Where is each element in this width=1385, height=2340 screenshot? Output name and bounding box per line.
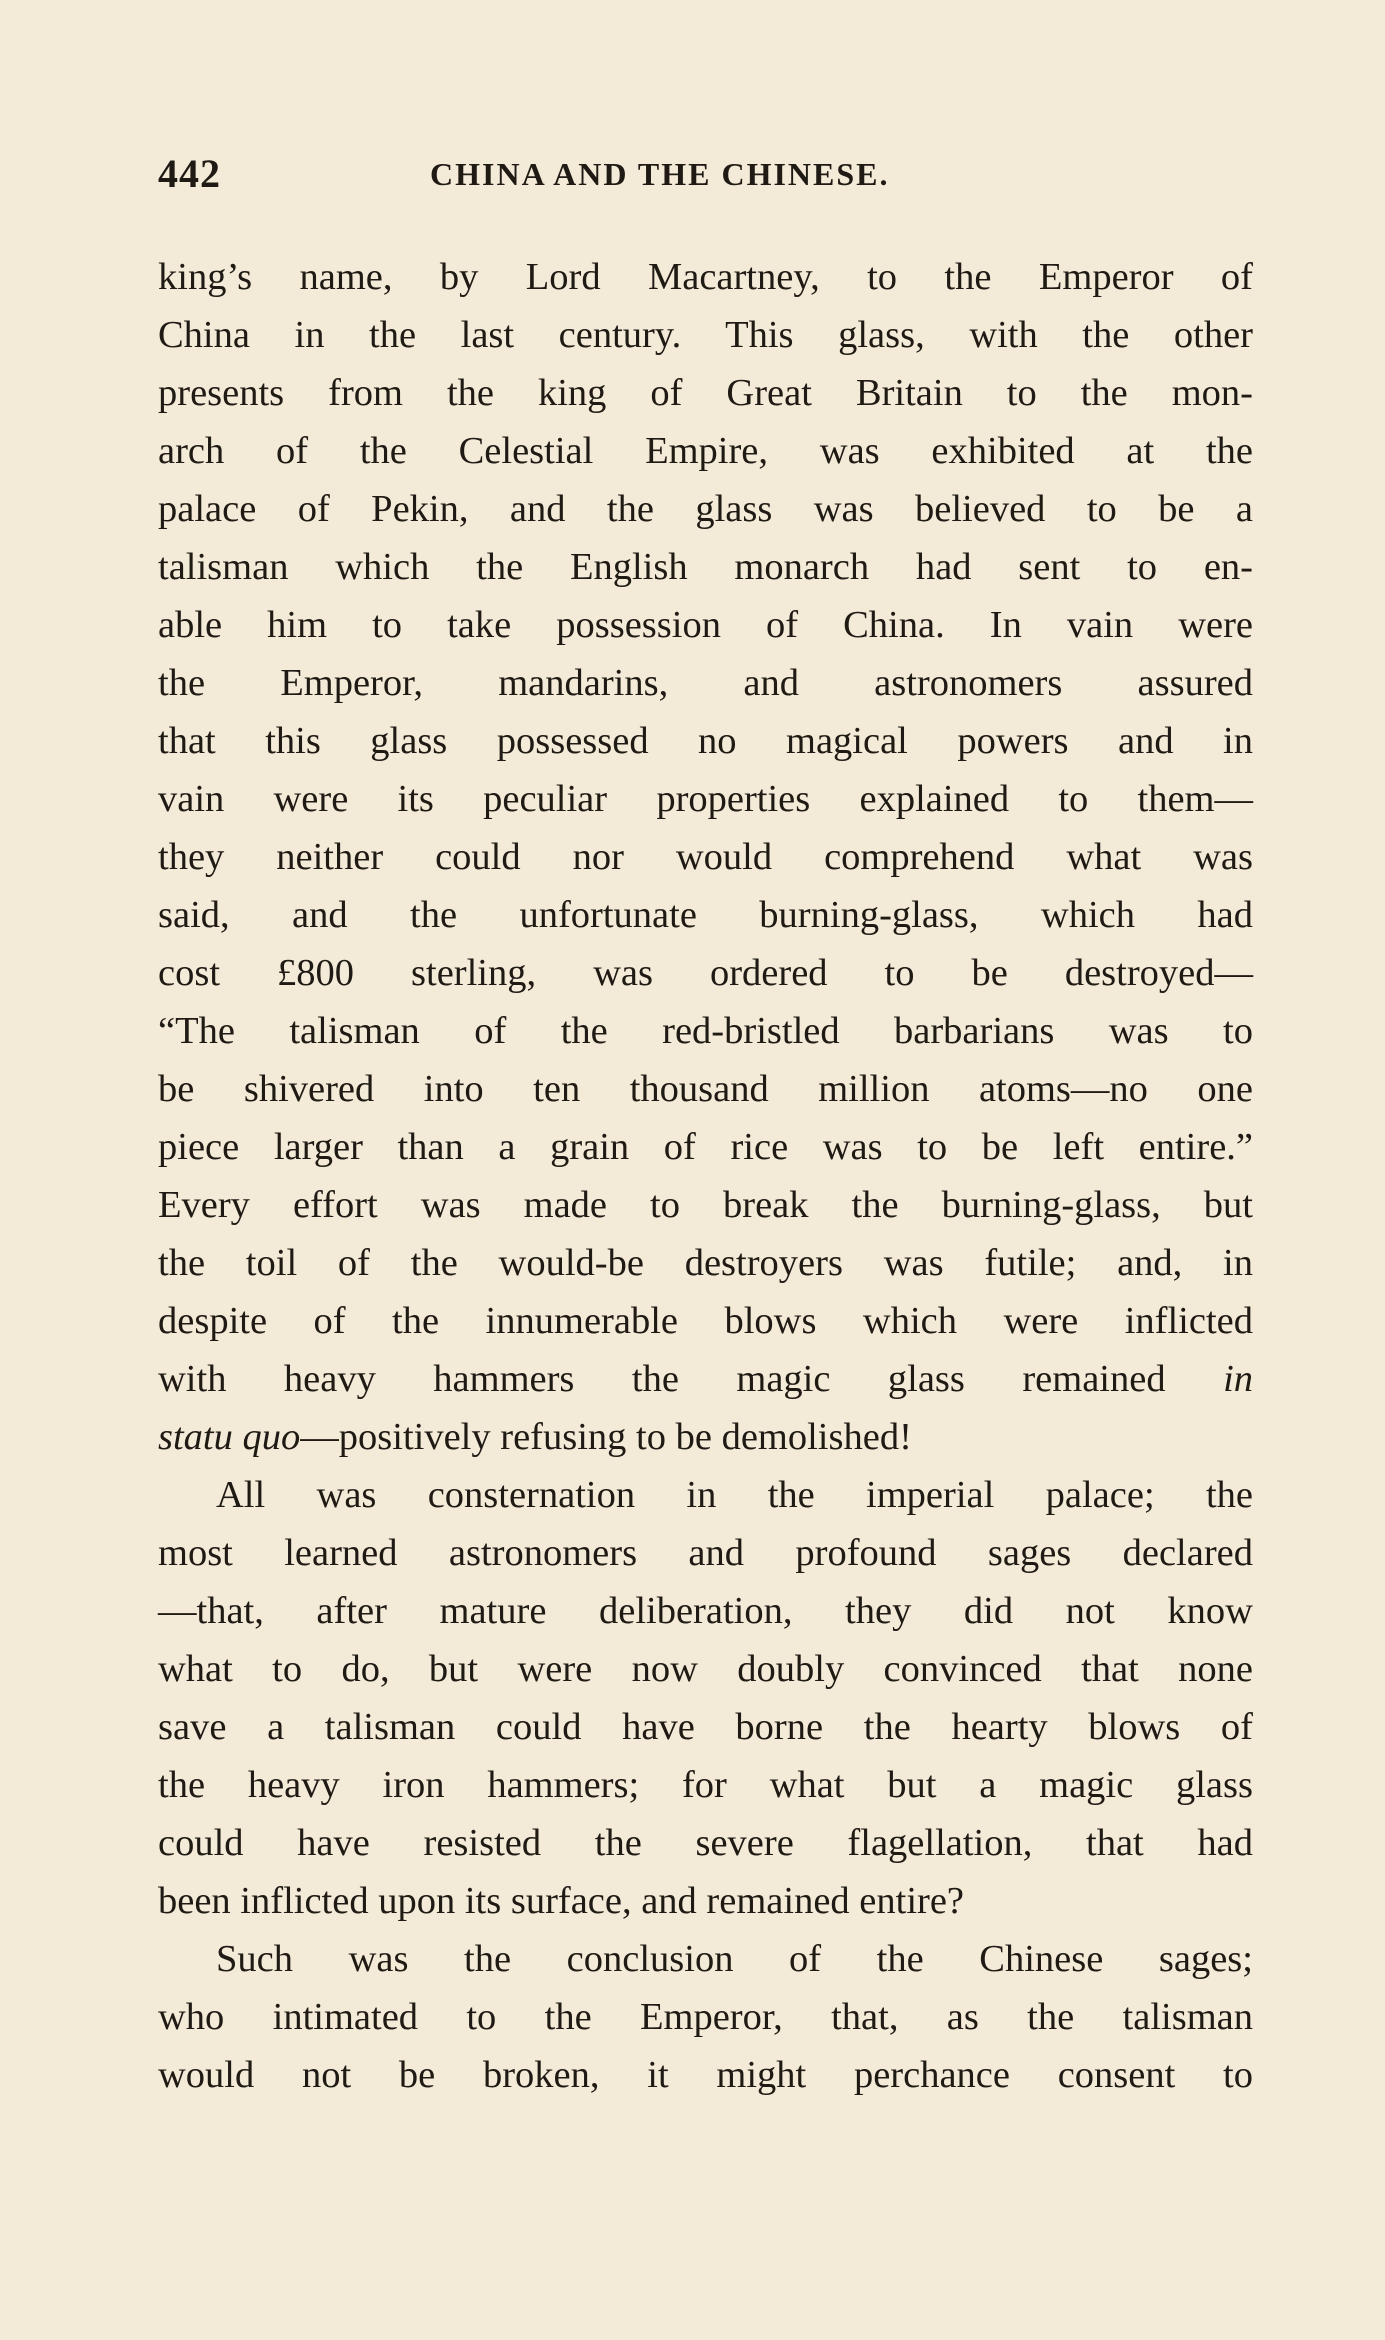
text-line: presents from the king of Great Britain to the mon-: [158, 372, 1253, 414]
text-line: —that, after mature deliberation, they did not know: [158, 1590, 1253, 1632]
text-line: All was consternation in the imperial palace; the: [216, 1474, 1253, 1516]
text-line: said, and the unfortunate burning-glass, which had: [158, 894, 1253, 936]
text-segment: —positively refusing to be demolished!: [300, 1416, 912, 1458]
italic-phrase: statu quo: [158, 1416, 301, 1458]
page-header: [158, 150, 1253, 210]
text-line: Every effort was made to break the burning-glass, but: [158, 1184, 1253, 1226]
body-text: [158, 248, 1253, 2104]
text-line: arch of the Celestial Empire, was exhibited at the: [158, 430, 1253, 472]
text-line: cost £800 sterling, was ordered to be destroyed—: [158, 952, 1253, 994]
text-line: what to do, but were now doubly convinced that none: [158, 1648, 1253, 1690]
text-line: the heavy iron hammers; for what but a magic glass: [158, 1764, 1253, 1806]
text-line: the toil of the would-be destroyers was futile; and, in: [158, 1242, 1253, 1284]
running-head: CHINA AND THE CHINESE.: [430, 156, 890, 192]
page-number: 442: [158, 151, 221, 196]
italic-phrase: in: [1223, 1358, 1254, 1400]
text-line: they neither could nor would comprehend what was: [158, 836, 1253, 878]
text-line: palace of Pekin, and the glass was believed to be a: [158, 488, 1253, 530]
text-line: [158, 1350, 1253, 1408]
text-line: “The talisman of the red-bristled barbarians was to: [158, 1010, 1253, 1052]
text-line: able him to take possession of China. In vain were: [158, 604, 1253, 646]
text-line: been inflicted upon its surface, and remained entire?: [158, 1880, 965, 1922]
text-line: [158, 1408, 1253, 1466]
text-line: vain were its peculiar properties explained to them—: [158, 778, 1253, 820]
text-line: piece larger than a grain of rice was to be left entire.”: [158, 1126, 1253, 1168]
text-line: that this glass possessed no magical powers and in: [158, 720, 1253, 762]
text-line: who intimated to the Emperor, that, as the talisman: [158, 1996, 1253, 2038]
text-line: king’s name, by Lord Macartney, to the Emperor of: [158, 256, 1253, 298]
text-line: most learned astronomers and profound sages declared: [158, 1532, 1253, 1574]
text-line: would not be broken, it might perchance consent to: [158, 2054, 1253, 2096]
text-line: save a talisman could have borne the hearty blows of: [158, 1706, 1253, 1748]
text-line: be shivered into ten thousand million atoms—no one: [158, 1068, 1253, 1110]
text-line: China in the last century. This glass, with the other: [158, 314, 1253, 356]
text-line: talisman which the English monarch had sent to en-: [158, 546, 1253, 588]
text-line: despite of the innumerable blows which were inflicted: [158, 1300, 1253, 1342]
text-line: could have resisted the severe flagellation, that had: [158, 1822, 1253, 1864]
text-line: the Emperor, mandarins, and astronomers assured: [158, 662, 1253, 704]
text-line: Such was the conclusion of the Chinese sages;: [216, 1938, 1253, 1980]
text-segment: with heavy hammers the magic glass remained: [158, 1358, 1166, 1400]
